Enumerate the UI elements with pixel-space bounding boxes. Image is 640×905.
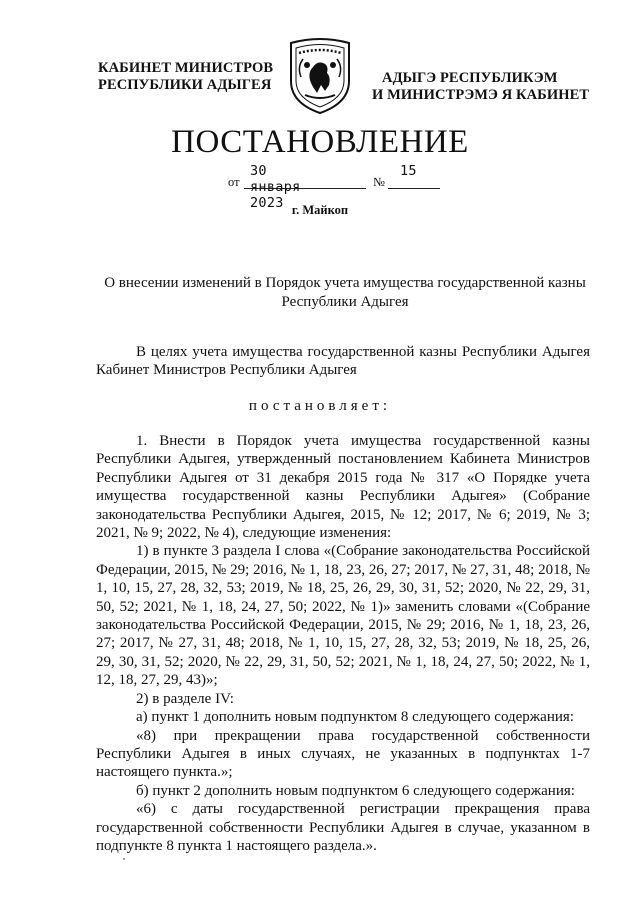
issuer-ady	[372, 70, 589, 104]
issuer-ru-line1: КАБИНЕТ МИНИСТРОВ	[98, 60, 274, 76]
coat-of-arms-icon	[287, 37, 353, 117]
paragraph-3: 2) в разделе IV:	[136, 690, 234, 707]
number-underline	[388, 188, 440, 189]
paragraph-6: б) пункт 2 дополнить новым подпунктом 6 следующего содержания:	[136, 782, 575, 799]
issuer-ru	[98, 60, 273, 94]
city: г. Майкоп	[291, 203, 349, 217]
date-label: от	[228, 175, 240, 189]
number-value: 15	[400, 163, 417, 179]
paragraph-7: «6) с даты государственной регистрации прекращения права государственной собственности Республики Адыгея в случае, указанном в подпункте 8 пункта 1 настоящего раздела.».	[96, 801, 590, 854]
preamble	[96, 343, 590, 380]
issuer-ru-line2: РЕСПУБЛИКИ АДЫГЕЯ	[98, 77, 272, 93]
issuer-ady-line1: АДЫГЭ РЕСПУБЛИКЭМ	[382, 70, 558, 86]
document-subject: О внесении изменений в Порядок учета имущества государственной казны Республики Адыгея	[104, 275, 586, 310]
document-type: ПОСТАНОВЛЕНИЕ	[171, 124, 469, 160]
date-value: 30 января 2023	[250, 163, 301, 211]
paragraph-2: 1) в пункте 3 раздела I слова «(Собрание законодательства Российской Федерации, 2015, № 29; 2016, № 1, 18, 23, 26, 27; 2017, № 27, 31, 48; 2018, № 1, 10, 15, 27, 28, 32, 53; 2019, № 18, 25, 26, 29, 30, 31, 52; 2020, № 22, 29, 31, 50, 52; 2021, № 1, 18, 24, 27, 50; 2022, № 1)» заменить словами «(Собрание законодательства Российской Федерации, 2015, № 29; 2016, № 1, 18, 23, 26, 27; 2017, № 27, 31, 48; 2018, № 1, 10, 15, 27, 28, 32, 53; 2019, № 18, 25, 26, 29, 30, 31, 52; 2020, № 22, 29, 31, 50, 52; 2021, № 1, 18, 24, 27, 50; 2022, № 1, 12, 18, 27, 29, 43)»;	[96, 543, 590, 689]
paragraph-1: 1. Внести в Порядок учета имущества государственной казны Республики Адыгея, утвержденный постановлением Кабинета Министров Республики Адыгея от 31 декабря 2015 года № 317 «О Порядке учета имущества государственной казны Республики Адыгея» (Собрание законодательства Республики Адыгея, 2015, № 12; 2017, № 6; 2019, № 3; 2021, № 9; 2022, № 4), следующие изменения:	[96, 433, 590, 542]
preamble-text: В целях учета имущества государственной казны Республики Адыгея Кабинет Министров Республики Адыгея	[96, 344, 590, 379]
scan-mark	[123, 858, 125, 860]
decree-word: постановляет:	[248, 398, 392, 414]
issuer-ady-line2: И МИНИСТРЭМЭ Я КАБИНЕТ	[372, 87, 590, 103]
document-body	[96, 432, 590, 855]
paragraph-4: а) пункт 1 дополнить новым подпунктом 8 следующего содержания:	[136, 709, 574, 726]
paragraph-5: «8) при прекращении права государственной собственности Республики Адыгея в иных случаях, не указанных в подпунктах 1-7 настоящего пункта.»;	[96, 727, 590, 781]
number-label: №	[373, 175, 385, 189]
